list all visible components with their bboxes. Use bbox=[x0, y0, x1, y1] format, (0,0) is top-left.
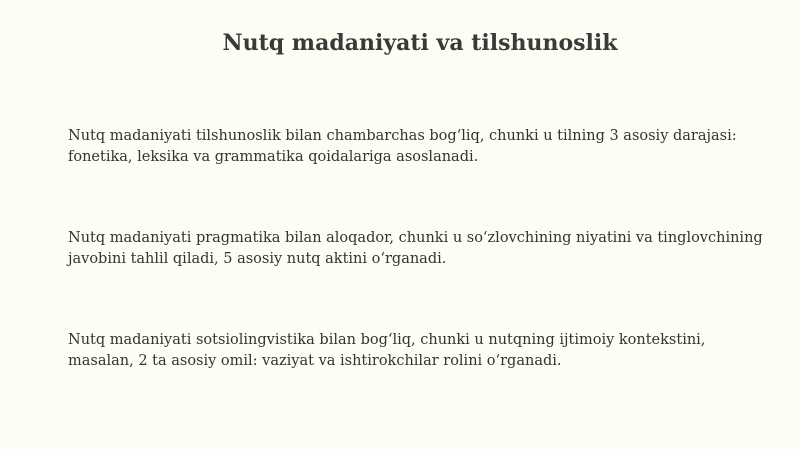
paragraph-linguistics: Nutq madaniyati tilshunoslik bilan chambarchas bog‘liq, chunki u tilning 3 asosiy darajasi: fonetika, leksika va grammatika qoidalariga asoslanadi. bbox=[68, 128, 737, 165]
paragraph-pragmatics: Nutq madaniyati pragmatika bilan aloqador, chunki u so‘zlovchining niyatini va tinglovchining javobini tahlil qiladi, 5 asosiy nutq aktini o‘rganadi. bbox=[68, 230, 763, 267]
slide-title: Nutq madaniyati va tilshunoslik bbox=[222, 30, 618, 56]
paragraph-sociolinguistics: Nutq madaniyati sotsiolingvistika bilan bog‘liq, chunki u nutqning ijtimoiy kontekstini, masalan, 2 ta asosiy omil: vaziyat va ishtirokchilar rolini o‘rganadi. bbox=[68, 332, 706, 369]
